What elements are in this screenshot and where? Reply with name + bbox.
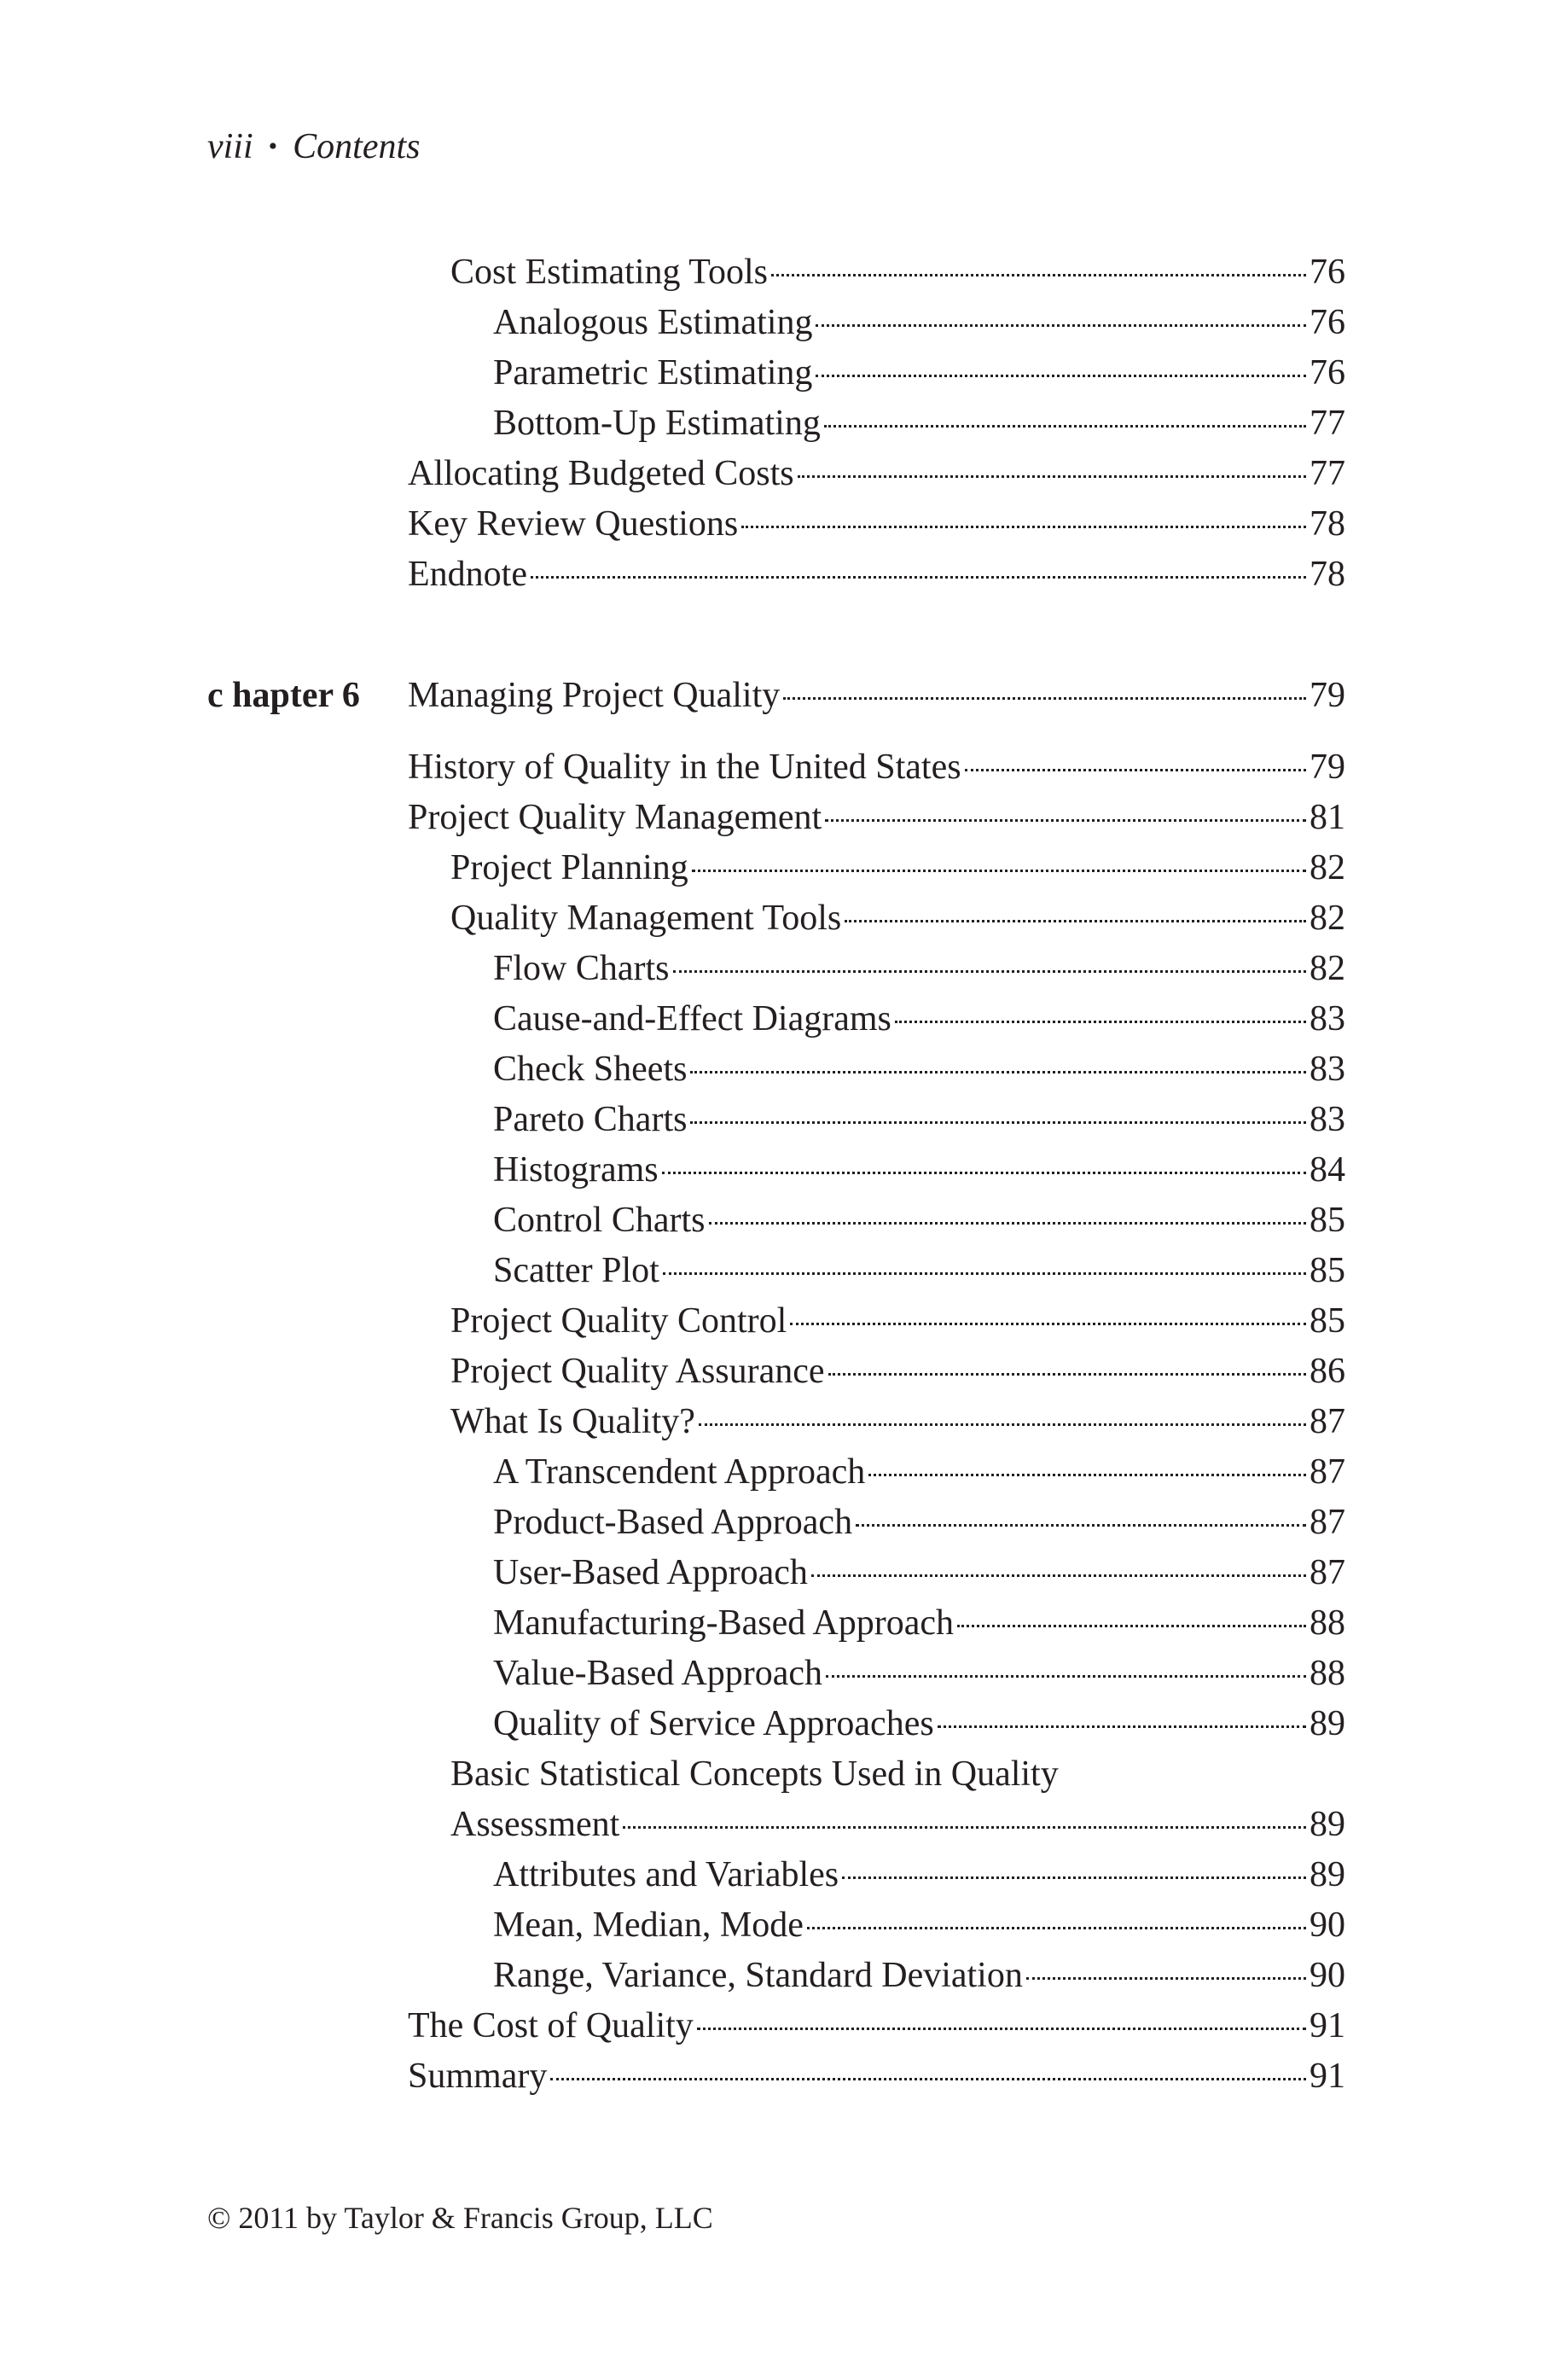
toc-entry-title: History of Quality in the United States	[408, 748, 961, 787]
toc-entry-title: A Transcendent Approach	[493, 1452, 866, 1492]
dot-leader	[965, 769, 1306, 771]
toc-entry[interactable]	[408, 2001, 1345, 2051]
dot-leader	[816, 324, 1306, 327]
toc-entry-title: User-Based Approach	[493, 1553, 808, 1592]
toc-entry-title: Summary	[408, 2057, 548, 2096]
toc-entry-page: 90	[1310, 1956, 1345, 1995]
dot-leader	[692, 870, 1306, 872]
dot-leader	[741, 526, 1306, 528]
chapter-title: Managing Project Quality	[408, 676, 781, 715]
toc-entry-title: Value-Based Approach	[493, 1654, 823, 1693]
toc-entry-page: 78	[1310, 555, 1345, 594]
toc-entry[interactable]	[493, 1900, 1345, 1950]
toc-entry-page: 81	[1310, 798, 1345, 837]
toc-entry[interactable]	[493, 1598, 1345, 1648]
toc-entry-title: Mean, Median, Mode	[493, 1905, 804, 1945]
dot-leader	[826, 1675, 1306, 1678]
toc-entry-title: The Cost of Quality	[408, 2006, 694, 2045]
toc-entry-title: Attributes and Variables	[493, 1855, 839, 1894]
dot-leader	[845, 920, 1306, 922]
toc-entry-page: 87	[1310, 1452, 1345, 1492]
toc-entry-title: Manufacturing-Based Approach	[493, 1603, 954, 1643]
toc-entry-page: 89	[1310, 1805, 1345, 1844]
toc-entry-page: 88	[1310, 1654, 1345, 1693]
dot-leader	[1026, 1977, 1306, 1980]
toc-entry[interactable]	[450, 1347, 1345, 1396]
toc-entry[interactable]	[450, 843, 1345, 893]
toc-entry[interactable]	[408, 2051, 1345, 2101]
toc-entry-page: 85	[1310, 1201, 1345, 1240]
dot-leader	[828, 1373, 1306, 1376]
toc-entry-page: 90	[1310, 1905, 1345, 1945]
toc-entry-title: Pareto Charts	[493, 1100, 688, 1139]
toc-entry-page: 91	[1310, 2057, 1345, 2096]
toc-entry-title: What Is Quality?	[450, 1402, 695, 1441]
toc-entry[interactable]	[493, 1498, 1345, 1547]
toc-entry-title: Scatter Plot	[493, 1251, 659, 1290]
dot-leader	[868, 1474, 1306, 1476]
running-header	[207, 126, 421, 167]
toc-entry-title-line[interactable]: Basic Statistical Concepts Used in Quality	[450, 1754, 1059, 1794]
toc-entry[interactable]	[493, 298, 1345, 347]
dot-leader	[856, 1524, 1306, 1527]
dot-leader	[690, 1071, 1306, 1073]
toc-entry-page: 82	[1310, 848, 1345, 887]
toc-entry[interactable]	[493, 1951, 1345, 2000]
toc-entry[interactable]	[493, 994, 1345, 1044]
toc-entry-title: Assessment	[450, 1805, 620, 1844]
dot-leader	[673, 970, 1306, 973]
dot-leader	[798, 475, 1306, 478]
toc-entry-page: 77	[1310, 454, 1345, 493]
toc-entry[interactable]	[450, 1800, 1345, 1849]
toc-entry[interactable]	[493, 1095, 1345, 1144]
toc-entry-title: Quality of Service Approaches	[493, 1704, 934, 1743]
section-title: Contents	[293, 127, 421, 166]
toc-entry-page: 83	[1310, 1100, 1345, 1139]
toc-entry-page: 86	[1310, 1352, 1345, 1391]
toc-entry-page: 82	[1310, 949, 1345, 988]
header-bullet: •	[268, 132, 278, 160]
dot-leader	[690, 1121, 1306, 1124]
toc-entry-page: 83	[1310, 1050, 1345, 1089]
toc-entry[interactable]	[493, 1196, 1345, 1245]
toc-entry-page: 87	[1310, 1402, 1345, 1441]
page-number: viii	[207, 127, 253, 166]
toc-entry-page: 85	[1310, 1301, 1345, 1341]
toc-entry-page: 91	[1310, 2006, 1345, 2045]
toc-entry[interactable]	[493, 1850, 1345, 1900]
toc-entry[interactable]	[493, 1246, 1345, 1295]
dot-leader	[816, 375, 1306, 377]
dot-leader	[842, 1876, 1306, 1879]
toc-entry-page: 89	[1310, 1855, 1345, 1894]
toc-entry[interactable]	[408, 449, 1345, 498]
toc-entry[interactable]	[408, 793, 1345, 842]
toc-entry-title: Bottom-Up Estimating	[493, 404, 821, 443]
dot-leader	[709, 1222, 1307, 1225]
toc-entry-title: Project Quality Assurance	[450, 1352, 825, 1391]
toc-entry[interactable]	[493, 1447, 1345, 1497]
toc-entry-title: Cause-and-Effect Diagrams	[493, 999, 891, 1039]
copyright-footer: © 2011 by Taylor & Francis Group, LLC	[207, 2201, 713, 2235]
toc-entry-title: Cost Estimating Tools	[450, 253, 768, 292]
toc-entry-page: 78	[1310, 504, 1345, 544]
toc-entry-page: 82	[1310, 899, 1345, 938]
toc-entry-page: 89	[1310, 1704, 1345, 1743]
toc-entry-page: 76	[1310, 303, 1345, 342]
dot-leader	[531, 576, 1306, 579]
dot-leader	[662, 1172, 1306, 1174]
toc-entry[interactable]	[493, 1699, 1345, 1748]
toc-entry-title: Key Review Questions	[408, 504, 739, 544]
chapter-entry[interactable]	[408, 671, 1345, 720]
toc-entry-title: Check Sheets	[493, 1050, 688, 1089]
toc-entry[interactable]	[493, 1649, 1345, 1698]
toc-entry[interactable]	[450, 247, 1345, 297]
chapter-label: c hapter 6	[207, 676, 360, 715]
toc-entry-title: Endnote	[408, 555, 527, 594]
dot-leader	[895, 1021, 1306, 1023]
dot-leader	[807, 1927, 1306, 1929]
toc-entry-page: 87	[1310, 1503, 1345, 1542]
toc-entry[interactable]	[408, 499, 1345, 549]
toc-entry-page: 76	[1310, 253, 1345, 292]
dot-leader	[550, 2078, 1306, 2080]
dot-leader	[699, 1423, 1306, 1426]
toc-entry-title: Analogous Estimating	[493, 303, 813, 342]
toc-entry[interactable]	[450, 893, 1345, 943]
dot-leader	[771, 274, 1306, 276]
toc-entry-page: 85	[1310, 1251, 1345, 1290]
toc-entry-page: 87	[1310, 1553, 1345, 1592]
dot-leader	[623, 1826, 1306, 1829]
dot-leader	[811, 1574, 1306, 1577]
toc-entry-page: 84	[1310, 1150, 1345, 1190]
dot-leader	[824, 425, 1306, 428]
toc-entry[interactable]	[493, 1548, 1345, 1597]
toc-entry[interactable]	[450, 1296, 1345, 1346]
toc-entry-title: Quality Management Tools	[450, 899, 842, 938]
toc-entry-title: Project Quality Control	[450, 1301, 787, 1341]
toc-entry[interactable]	[450, 1397, 1345, 1446]
dot-leader	[825, 819, 1306, 822]
toc-entry-title: Product-Based Approach	[493, 1503, 853, 1542]
dot-leader	[783, 697, 1306, 700]
dot-leader	[957, 1625, 1306, 1627]
toc-entry[interactable]	[493, 1044, 1345, 1094]
toc-entry-title: Control Charts	[493, 1201, 706, 1240]
toc-entry[interactable]	[408, 550, 1345, 599]
chapter-page: 79	[1310, 676, 1345, 715]
toc-entry-title: Histograms	[493, 1150, 659, 1190]
dot-leader	[938, 1725, 1306, 1728]
toc-entry-title: Project Quality Management	[408, 798, 822, 837]
toc-entry[interactable]	[493, 944, 1345, 993]
toc-entry-title: Parametric Estimating	[493, 353, 813, 393]
toc-entry[interactable]	[408, 742, 1345, 792]
dot-leader	[663, 1272, 1306, 1275]
toc-entry-page: 77	[1310, 404, 1345, 443]
toc-entry-page: 83	[1310, 999, 1345, 1039]
dot-leader	[697, 2028, 1306, 2030]
toc-entry-title: Project Planning	[450, 848, 688, 887]
toc-entry-title: Range, Variance, Standard Deviation	[493, 1956, 1023, 1995]
toc-entry-page: 76	[1310, 353, 1345, 393]
toc-entry-title: Allocating Budgeted Costs	[408, 454, 794, 493]
toc-entry-title: Flow Charts	[493, 949, 670, 988]
toc-entry[interactable]	[493, 348, 1345, 398]
toc-entry[interactable]	[493, 1145, 1345, 1195]
toc-entry-page: 79	[1310, 748, 1345, 787]
toc-entry-page: 88	[1310, 1603, 1345, 1643]
toc-entry[interactable]	[493, 399, 1345, 448]
dot-leader	[790, 1323, 1306, 1325]
